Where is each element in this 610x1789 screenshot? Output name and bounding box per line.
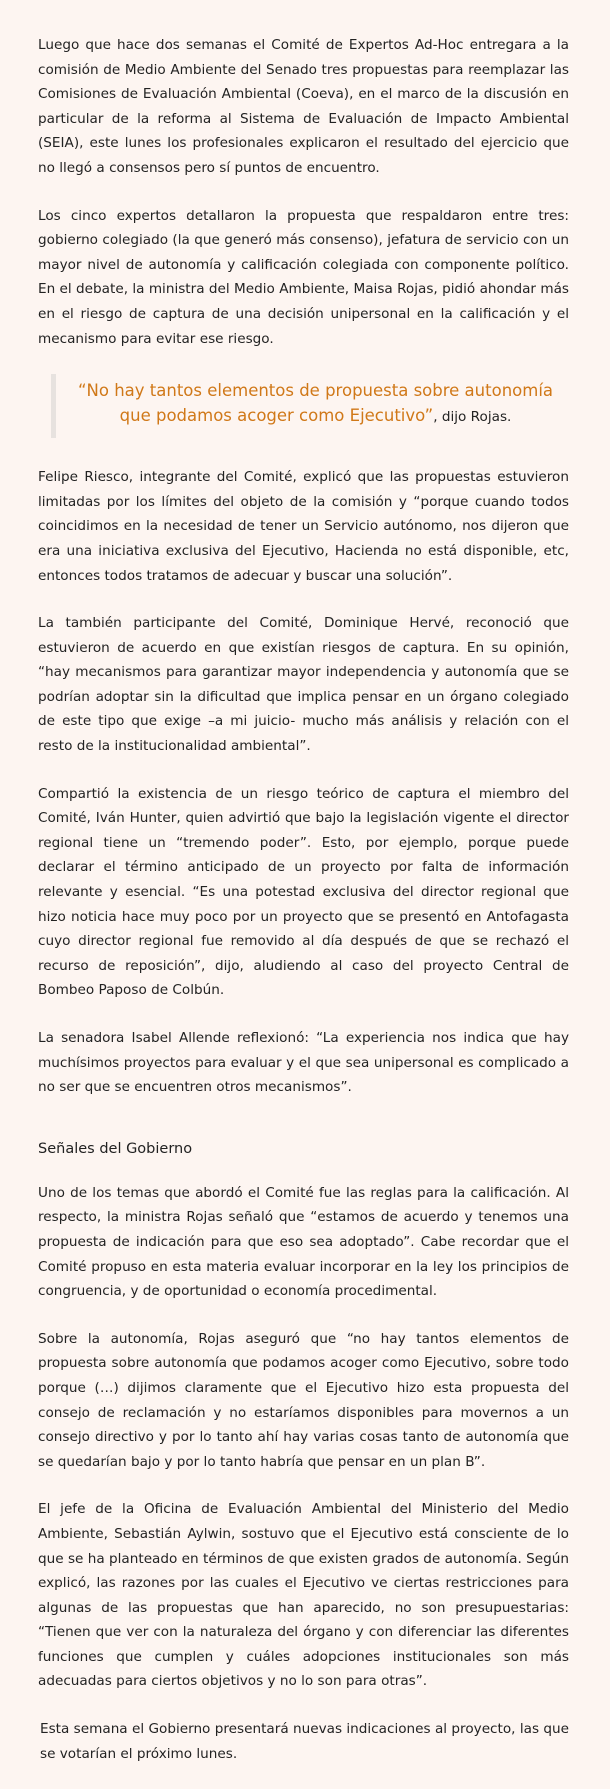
paragraph-intro-2: Los cinco expertos detallaron la propuesta que respaldaron entre tres: gobierno colegiado (la que generó más consenso), jefatura de servicio con un mayor nivel de autonomía y calificación colegiada con componente político. En el debate, la ministra del Medio Ambiente, Maisa Rojas, pidió ahondar más en el riesgo de captura de una decisión unipersonal en la calificación y el mecanismo para evitar ese riesgo. xyxy=(38,207,569,347)
paragraph-reglas: Uno de los temas que abordó el Comité fue las reglas para la calificación. Al respecto, la ministra Rojas señaló que “estamos de acuerdo y tenemos una propuesta de indicación para que eso sea adoptado”. Cabe recordar que el Comité propuso en esta materia evaluar incorporar en la ley los principios de congruencia, y de oportunidad o economía procedimental. xyxy=(38,1184,569,1300)
paragraph-aylwin: El jefe de la Oficina de Evaluación Ambiental del Ministerio del Medio Ambiente, Sebastián Aylwin, sostuvo que el Ejecutivo está consciente de lo que se ha planteado en términos de que existen grados de autonomía. Según explicó, las razones por las cuales el Ejecutivo ve ciertas restricciones para algunas de las propuestas que han aparecido, no son presupuestarias: “Tienen que ver con la naturaleza del órgano y con diferenciar las diferentes funciones que cumplen y cuáles adopciones institucionales son más adecuadas para ciertos objetivos y no lo son para otras”. xyxy=(38,1501,569,1690)
pull-quote-text: “No hay tantos elementos de propuesta sobre autonomía que podamos acoger como Ejecutivo” xyxy=(77,381,554,426)
pull-quote-attribution: , dijo Rojas. xyxy=(433,409,512,426)
paragraph-hunter: Compartió la existencia de un riesgo teórico de captura el miembro del Comité, Iván Hunter, quien advirtió que bajo la legislación vigente el director regional tiene un “tremendo poder”. Esto, por ejemplo, porque puede declarar el término anticipado de un proyecto por falta de información relevante y esencial. “Es una potestad exclusiva del director regional que hizo noticia hace muy poco por un proyecto que se presentó en Antofagasta cuyo director regional fue removido al día después de que se rechazó el recurso de reposición”, dijo, aludiendo al caso del proyecto Central de Bombeo Paposo de Colbún. xyxy=(38,785,569,999)
paragraph-autonomia: Sobre la autonomía, Rojas aseguró que “no hay tantos elementos de propuesta sobre autonomía que podamos acoger como Ejecutivo, sobre todo porque (…) dijimos claramente que el Ejecutivo hizo esta propuesta del consejo de reclamación y no estaríamos disponibles para movernos a un consejo directivo y por lo tanto ahí hay varias cosas tanto de autonomía que se quedarían bajo y por lo tanto habría que pensar en un plan B”. xyxy=(38,1330,569,1470)
article-body xyxy=(38,33,569,1789)
paragraph-herve: La también participante del Comité, Dominique Hervé, reconoció que estuvieron de acuerdo en que existían riesgos de captura. En su opinión, “hay mecanismos para garantizar mayor independencia y autonomía que se podrían adoptar sin la dificultad que implica pensar en un órgano colegiado de este tipo que exige –a mi juicio- mucho más análisis y relación con el resto de la institucionalidad ambiental”. xyxy=(38,615,569,755)
section-heading: Señales del Gobierno xyxy=(38,1140,193,1157)
pull-quote xyxy=(51,374,569,438)
paragraph-closing: Esta semana el Gobierno presentará nuevas indicaciones al proyecto, las que se votarían el próximo lunes. xyxy=(40,1721,569,1762)
paragraph-allende: La senadora Isabel Allende reflexionó: “La experiencia nos indica que hay muchísimos proyectos para evaluar y el que sea unipersonal es complicado a no ser que se encuentren otros mecanismos”. xyxy=(38,1030,569,1096)
paragraph-intro-1: Luego que hace dos semanas el Comité de Expertos Ad-Hoc entregara a la comisión de Medio Ambiente del Senado tres propuestas para reemplazar las Comisiones de Evaluación Ambiental (Coeva), en el marco de la discusión en particular de la reforma al Sistema de Evaluación de Impacto Ambiental (SEIA), este lunes los profesionales explicaron el resultado del ejercicio que no llegó a consensos pero sí puntos de encuentro. xyxy=(38,37,569,176)
paragraph-riesco: Felipe Riesco, integrante del Comité, explicó que las propuestas estuvieron limitadas por los límites del objeto de la comisión y “porque cuando todos coincidimos en la necesidad de tener un Servicio autónomo, nos dijeron que era una iniciativa exclusiva del Ejecutivo, Hacienda no está disponible, etc, entonces todos tratamos de adecuar y buscar una solución”. xyxy=(38,469,569,584)
